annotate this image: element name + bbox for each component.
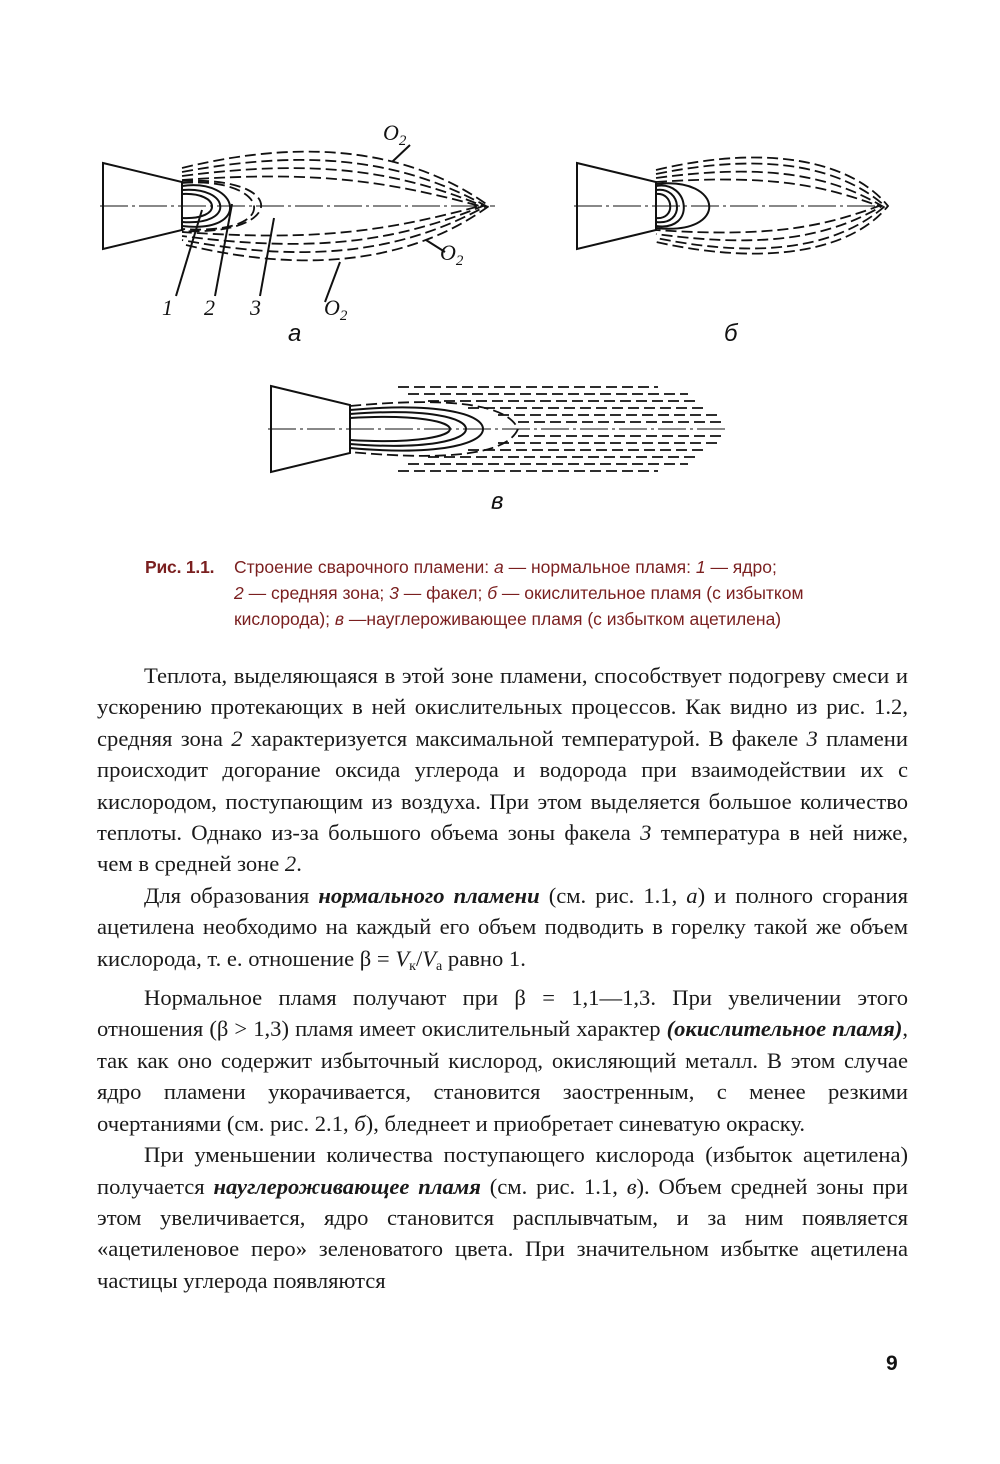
subfigure-label-v: в <box>491 488 504 515</box>
figure-normal-flame <box>100 110 510 330</box>
caption-run: а <box>494 557 504 577</box>
text-run: б <box>354 1110 366 1136</box>
label-o2-right: $O_2$ <box>440 240 464 269</box>
subfigure-label-b: б <box>724 320 738 347</box>
body-text <box>97 660 908 1296</box>
text-run: равно 1. <box>442 945 526 971</box>
text-run: V <box>422 945 437 971</box>
text-run: к <box>409 958 416 974</box>
caption-run: — факел; <box>398 583 488 603</box>
text-run: 2 <box>231 725 243 751</box>
caption-run: 1 <box>695 557 706 577</box>
text-run: (см. рис. 1.1, <box>539 882 687 908</box>
text-run: / <box>415 945 423 971</box>
text-run: V <box>395 945 410 971</box>
caption-run: — ядро; <box>705 557 777 577</box>
label-o2-bottom: $O_2$ <box>324 295 348 324</box>
text-run: (см. рис. 1.1, <box>480 1173 627 1199</box>
label-o2-top: $O_2$ <box>383 120 407 149</box>
figure-carburizing-flame <box>268 378 738 478</box>
text-run: 2 <box>284 851 297 877</box>
text-run: пламени происходит догорание оксида углерода и водорода при взаимодействии их с кислородом, поступающим из воздуха. При этом выделяется большое количество теплоты. Однако из-за большого объема зоны факела <box>97 725 908 846</box>
text-run: а <box>436 958 443 974</box>
paragraph <box>97 880 908 982</box>
text-run: а <box>686 882 698 908</box>
figure-caption <box>145 554 885 632</box>
page-number: 9 <box>886 1352 898 1375</box>
text-run: Нормальное пламя получают при β = 1,1—1,3. При увеличении этого отношения (β > 1,3) пламя имеет окислительный характер <box>97 985 908 1042</box>
caption-number: Рис. 1.1. <box>145 557 215 577</box>
caption-run: — окислительное пламя (с избытком <box>497 583 804 603</box>
text-run: нормального пламени <box>318 882 540 908</box>
text-run: науглероживающее пламя <box>213 1173 481 1199</box>
paragraph <box>97 982 908 1139</box>
text-run: ) и полного сгорания ацетилена необходимо на каждый его объем подводить в горелку такой же объем кислорода, т. е. отношение β = <box>97 882 908 971</box>
caption-run: в <box>334 609 345 629</box>
caption-run: Строение сварочного пламени: <box>234 557 495 577</box>
label-zone-3: 3 <box>250 295 261 320</box>
text-run: При уменьшении количества поступающего кислорода (избыток ацетилена) получается <box>97 1142 908 1199</box>
text-run: характеризуется максимальной температурой. В факеле <box>242 725 807 751</box>
paragraph <box>97 660 908 880</box>
caption-run: 3 <box>389 583 399 603</box>
label-zone-2: 2 <box>204 295 215 320</box>
text-run: Для образования <box>144 882 319 908</box>
text-run: , так как оно содержит избыточный кислород, окисляющий металл. В этом случае ядро пламени укорачивается, становится заостренным, с менее резкими очертаниями (см. рис. 2.1, <box>97 1016 908 1136</box>
paragraph <box>97 1139 908 1296</box>
text-run: 3 <box>806 725 818 751</box>
caption-run: 2 <box>234 583 244 603</box>
subfigure-label-a: а <box>288 320 302 347</box>
text-run: (окислительное пламя) <box>666 1016 903 1042</box>
text-run: в <box>626 1173 637 1199</box>
caption-run: —науглероживающее пламя (с избытком ацетилена) <box>344 609 782 629</box>
caption-text <box>234 554 885 632</box>
caption-run: — средняя зона; <box>243 583 390 603</box>
text-run: температура в ней ниже, чем в средней зоне <box>97 820 908 877</box>
text-run: . <box>296 851 302 877</box>
caption-run: — нормальное пламя: <box>503 557 696 577</box>
caption-run: б <box>487 583 498 603</box>
text-run: ). Объем средней зоны при этом увеличивается, ядро становится расплывчатым, и за ним появляется «ацетиленовое перо» зеленоватого цвета. При значительном избытке ацетилена частицы углерода появляются <box>97 1173 908 1293</box>
caption-run: кислорода); <box>234 609 335 629</box>
text-run: Теплота, выделяющаяся в этой зоне пламени, способствует подогреву смеси и ускорению протекающих в ней окислительных процессов. Как видно из рис. 1.2, средняя зона <box>97 663 908 751</box>
figure-oxidizing-flame <box>574 140 894 270</box>
text-run: 3 <box>640 820 652 846</box>
label-zone-1: 1 <box>162 295 173 320</box>
text-run: ), бледнеет и приобретает синеватую окраску. <box>365 1110 806 1136</box>
